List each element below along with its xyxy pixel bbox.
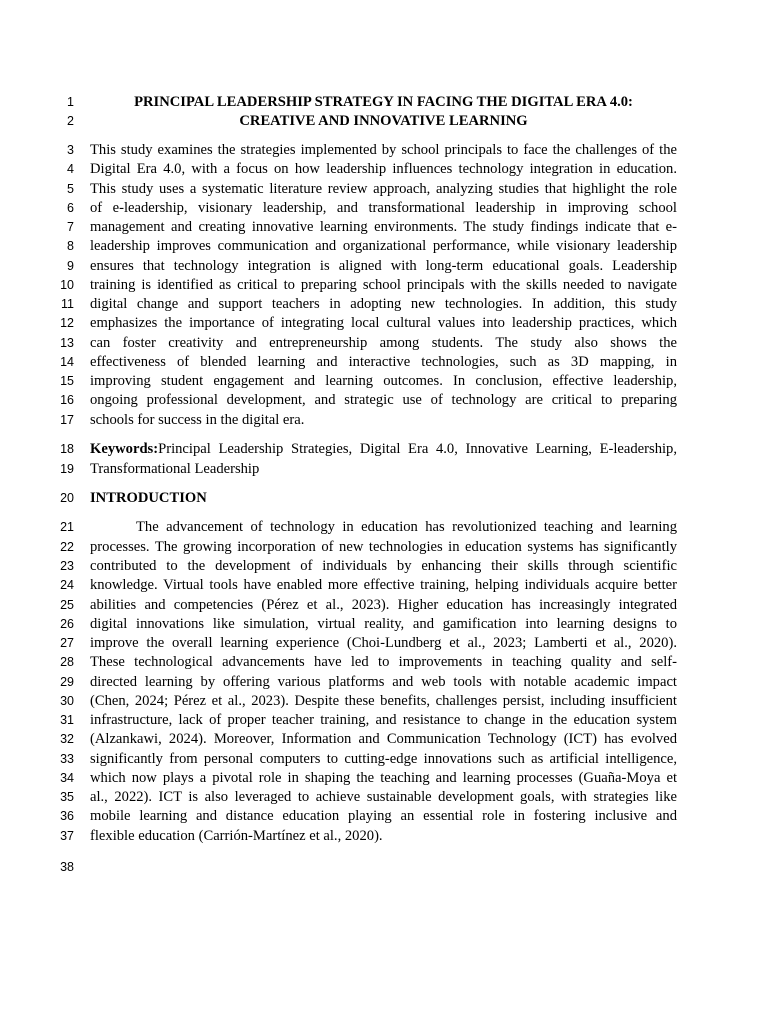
body-line: digital innovations like simulation, virtual reality, and gamification into learning designs to	[90, 616, 677, 632]
section-heading-introduction: INTRODUCTION	[90, 490, 207, 506]
keywords-label: Keywords:	[90, 441, 159, 457]
line-number: 2	[67, 114, 74, 128]
abstract-line: digital change and support teachers in adopting new technologies. In addition, this study	[90, 296, 677, 312]
body-line: knowledge. Virtual tools have enabled more effective training, helping individuals acquire better	[90, 577, 677, 593]
title-line: PRINCIPAL LEADERSHIP STRATEGY IN FACING THE DIGITAL ERA 4.0:	[134, 94, 633, 110]
line-number: 13	[60, 336, 74, 350]
line-number: 17	[60, 413, 74, 427]
line-number: 26	[60, 617, 74, 631]
line-number: 10	[60, 278, 74, 292]
line-number: 5	[67, 182, 74, 196]
title-line: CREATIVE AND INNOVATIVE LEARNING	[239, 113, 528, 129]
line-number: 27	[60, 636, 74, 650]
body-line: (Chen, 2024; Pérez et al., 2023). Despite these benefits, challenges persist, including insufficient	[90, 693, 677, 709]
abstract-line: leadership improves communication and organizational performance, while visionary leadership	[90, 238, 677, 254]
line-number: 29	[60, 675, 74, 689]
abstract-line: can foster creativity and entrepreneurship among students. The study also shows the	[90, 335, 677, 351]
line-number: 22	[60, 540, 74, 554]
body-line: These technological advancements have led to improvements in teaching quality and self-	[90, 654, 677, 670]
line-number: 7	[67, 220, 74, 234]
line-number: 20	[60, 491, 74, 505]
line-number: 11	[61, 297, 74, 311]
body-line: infrastructure, lack of proper teacher training, and resistance to change in the education system	[90, 712, 677, 728]
line-number: 8	[67, 239, 74, 253]
body-line: The advancement of technology in education has revolutionized teaching and learning	[136, 519, 677, 535]
abstract-line: effectiveness of blended learning and interactive technologies, such as 3D mapping, in	[90, 354, 677, 370]
line-number: 24	[60, 578, 74, 592]
keywords-line	[90, 440, 677, 459]
line-number: 38	[60, 860, 74, 874]
abstract-line: of e-leadership, visionary leadership, and transformational leadership in improving school	[90, 200, 677, 216]
line-number: 36	[60, 809, 74, 823]
line-number: 16	[60, 393, 74, 407]
line-number: 37	[60, 829, 74, 843]
body-line: processes. The growing incorporation of new technologies in education systems has significantly	[90, 539, 677, 555]
abstract-line: management and creating innovative learning environments. The study findings indicate that e-	[90, 219, 677, 235]
line-number: 4	[67, 162, 74, 176]
abstract-line: improving student engagement and learning outcomes. In conclusion, effective leadership,	[90, 373, 677, 389]
body-line: directed learning by offering various platforms and web tools with notable academic impact	[90, 674, 677, 690]
abstract-line: This study uses a systematic literature review approach, analyzing studies that highlight the role	[90, 181, 677, 197]
line-number: 15	[60, 374, 74, 388]
line-number: 34	[60, 771, 74, 785]
abstract-line: ongoing professional development, and strategic use of technology are critical to preparing	[90, 392, 677, 408]
line-number: 9	[67, 259, 74, 273]
abstract-line: emphasizes the importance of integrating local cultural values into leadership practices, which	[90, 315, 677, 331]
abstract-line: ensures that technology integration is aligned with long-term educational goals. Leadership	[90, 258, 677, 274]
body-line: abilities and competencies (Pérez et al., 2023). Higher education has increasingly integrated	[90, 597, 677, 613]
line-number: 1	[67, 95, 74, 109]
line-number: 21	[60, 520, 74, 534]
line-number: 3	[67, 143, 74, 157]
body-line: contributed to the development of individuals by enhancing their skills through scientific	[90, 558, 677, 574]
body-line: improve the overall learning experience (Choi-Lundberg et al., 2023; Lamberti et al., 2020).	[90, 635, 677, 651]
abstract-line: Digital Era 4.0, with a focus on how leadership influences technology integration in education.	[90, 161, 677, 177]
body-line: significantly from personal computers to cutting-edge innovations such as artificial intelligence,	[90, 751, 677, 767]
line-number: 25	[60, 598, 74, 612]
body-line: al., 2022). ICT is also leveraged to achieve sustainable development goals, with strategies like	[90, 789, 677, 805]
line-number: 23	[60, 559, 74, 573]
abstract-line: training is identified as critical to preparing school principals with the skills needed to navigate	[90, 277, 677, 293]
keywords-line: Transformational Leadership	[90, 461, 260, 477]
line-number: 35	[60, 790, 74, 804]
line-number: 30	[60, 694, 74, 708]
body-line: which now plays a pivotal role in shaping the teaching and learning processes (Guaña-Moya et	[90, 770, 677, 786]
line-number: 32	[60, 732, 74, 746]
line-number: 6	[67, 201, 74, 215]
line-number: 12	[60, 316, 74, 330]
body-line: (Alzankawi, 2024). Moreover, Information and Communication Technology (ICT) has evolved	[90, 731, 677, 747]
body-line: flexible education (Carrión-Martínez et al., 2020).	[90, 828, 383, 844]
body-line: mobile learning and distance education playing an essential role in fostering inclusive and	[90, 808, 677, 824]
line-number: 28	[60, 655, 74, 669]
keywords-text: Principal Leadership Strategies, Digital Era 4.0, Innovative Learning, E-leadership,	[158, 441, 677, 457]
abstract-line: schools for success in the digital era.	[90, 412, 305, 428]
abstract-line: This study examines the strategies implemented by school principals to face the challenges of the	[90, 142, 677, 158]
line-number: 18	[60, 442, 74, 456]
line-number: 14	[60, 355, 74, 369]
line-number: 19	[60, 462, 74, 476]
line-number: 33	[60, 752, 74, 766]
line-number: 31	[60, 713, 74, 727]
